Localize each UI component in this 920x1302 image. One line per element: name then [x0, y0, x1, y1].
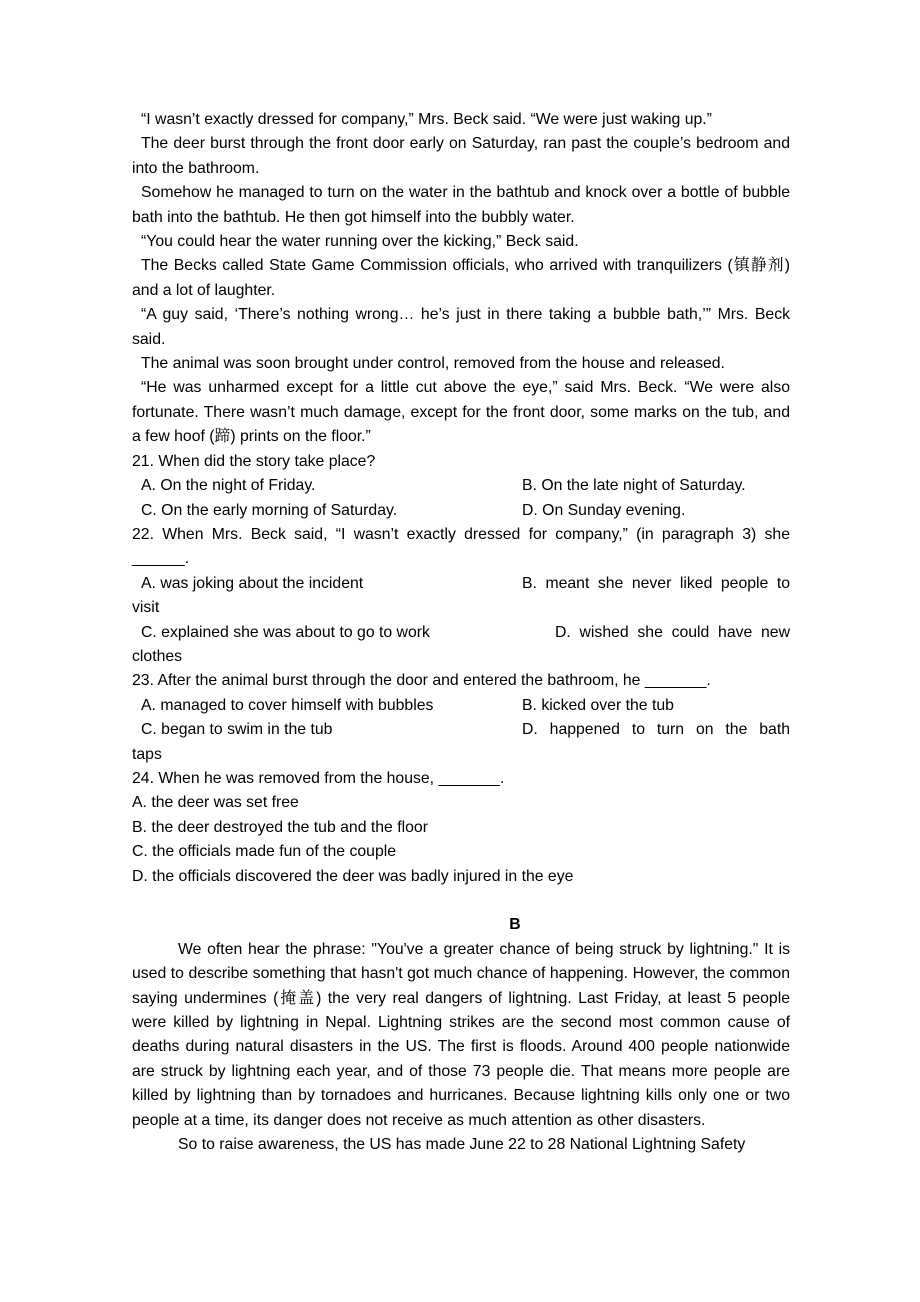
question-21-stem: 21. When did the story take place? — [132, 452, 376, 470]
passage-paragraph: The Becks called State Game Commission officials, who arrived with tranquilizers (镇静剂) and a lot of laughter. — [132, 257, 790, 299]
passage-paragraph: The deer burst through the front door early on Saturday, ran past the couple’s bedroom and into the bathroom. — [132, 135, 790, 177]
answer-option-23c: C. began to swim in the tub — [141, 721, 333, 739]
passage-paragraph: Somehow he managed to turn on the water in the bathtub and knock over a bottle of bubble bath into the bathtub. He then got himself into the bubbly water. — [132, 184, 790, 226]
answer-option-22d: D. wished she could have new — [555, 623, 790, 641]
question-22-options-row — [132, 621, 790, 645]
answer-option-23b: B. kicked over the tub — [522, 696, 674, 714]
passage-paragraph: “A guy said, ‘There’s nothing wrong… he’s just in there taking a bubble bath,’” Mrs. Beck said. — [132, 306, 790, 348]
passage-b-paragraph: So to raise awareness, the US has made June 22 to 28 National Lightning Safety — [178, 1136, 746, 1154]
passage-paragraph: “I wasn’t exactly dressed for company,” Mrs. Beck said. “We were just waking up.” — [141, 111, 712, 128]
question-21-options-row — [132, 474, 790, 498]
answer-option-22a: A. was joking about the incident — [141, 574, 364, 592]
answer-option-24a: A. the deer was set free — [132, 794, 299, 812]
answer-option-21c: C. On the early morning of Saturday. — [141, 501, 398, 519]
answer-option-22d-wrap: clothes — [132, 647, 183, 665]
passage-paragraph: “He was unharmed except for a little cut above the eye,” said Mrs. Beck. “We were also fortunate. There wasn’t much damage, except for the front door, some marks on the tub, and a few hoof (蹄) prints on the floor.” — [132, 379, 790, 446]
question-24-stem: 24. When he was removed from the house, _______. — [132, 769, 505, 787]
question-22-stem: 22. When Mrs. Beck said, “I wasn’t exactly dressed for company,” (in paragraph 3) she ______. — [132, 525, 790, 568]
question-22-options-row — [132, 572, 790, 596]
section-heading: B — [509, 916, 521, 934]
answer-option-22b: B. meant she never liked people to — [522, 574, 790, 592]
passage-paragraph: The animal was soon brought under control, removed from the house and released. — [141, 355, 725, 373]
text-block — [132, 108, 790, 1157]
answer-option-24d: D. the officials discovered the deer was badly injured in the eye — [132, 867, 574, 885]
passage-b-paragraph: We often hear the phrase: "You've a greater chance of being struck by lightning." It is used to describe something that hasn't got much chance of happening. However, the common saying undermines (掩盖) the very real dangers of lightning. Last Friday, at least 5 people were killed by lightning in Nepal. Lightning strikes are the second most common cause of deaths during natural disasters in the US. The first is floods. Around 400 people nationwide are struck by lightning each year, and of those 73 people die. That means more people are killed by lightning than by tornadoes and hurricanes. Because lightning kills only one or two people at a time, its danger does not receive as much attention as other disasters. — [132, 940, 790, 1129]
passage-paragraph: “You could hear the water running over the kicking,” Beck said. — [141, 233, 579, 251]
answer-option-23d: D. happened to turn on the bath — [522, 721, 790, 739]
question-23-stem: 23. After the animal burst through the door and entered the bathroom, he _______. — [132, 672, 711, 690]
answer-option-22b-wrap: visit — [132, 599, 160, 617]
question-23-options-row — [132, 718, 790, 742]
question-23-options-row — [132, 694, 790, 718]
answer-option-21a: A. On the night of Friday. — [141, 477, 316, 495]
answer-option-21d: D. On Sunday evening. — [522, 501, 686, 519]
answer-option-23d-wrap: taps — [132, 745, 162, 763]
question-21-options-row — [132, 499, 790, 523]
answer-option-21b: B. On the late night of Saturday. — [522, 477, 746, 495]
answer-option-24b: B. the deer destroyed the tub and the floor — [132, 818, 428, 836]
answer-option-23a: A. managed to cover himself with bubbles — [141, 696, 434, 714]
answer-option-24c: C. the officials made fun of the couple — [132, 843, 397, 861]
answer-option-22c: C. explained she was about to go to work — [141, 623, 430, 641]
